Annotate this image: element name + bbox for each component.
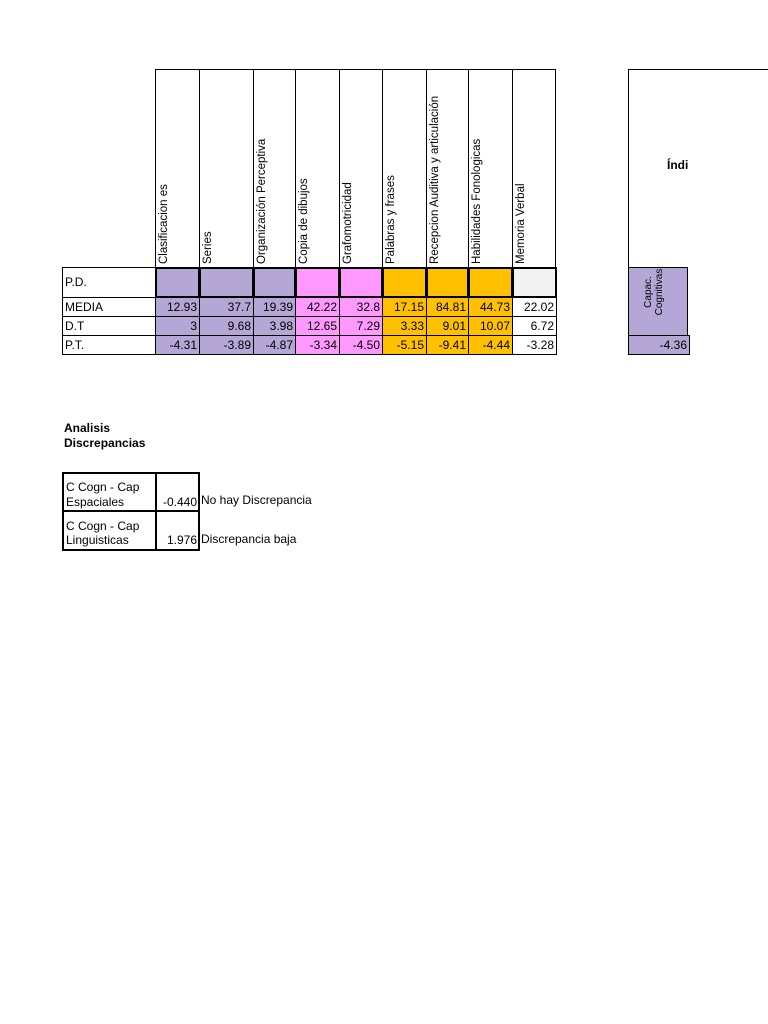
pd-cell[interactable] [155, 267, 200, 298]
column-header-label: Palabras y frases [385, 175, 397, 264]
media-cell: 44.73 [468, 297, 513, 317]
column-header-label: Series [202, 231, 214, 264]
column-header-7 [426, 69, 468, 267]
analysis-title-line2: Discrepancias [64, 436, 146, 450]
right-panel-header: Índi [667, 158, 689, 172]
discrepancy-label-2b: Linguisticas [66, 533, 129, 547]
pt-cell: -4.50 [339, 335, 383, 355]
media-cell: 84.81 [426, 297, 469, 317]
column-header-label: Clasificacion es [158, 184, 170, 264]
pd-cell[interactable] [295, 267, 340, 298]
column-header-label: Grafomotricidad [342, 182, 354, 264]
pt-cell: -3.89 [199, 335, 254, 355]
pt-cell: -4.87 [253, 335, 296, 355]
pd-cell[interactable] [382, 267, 427, 298]
discrepancy-value-2-cell [155, 510, 200, 551]
dt-cell: 3.98 [253, 316, 296, 336]
pt-cell: -3.28 [512, 335, 557, 355]
row-label-dt: D.T [62, 316, 157, 336]
dt-cell: 3 [155, 316, 200, 336]
pd-cell[interactable] [339, 267, 383, 298]
dt-cell: 9.68 [199, 316, 254, 336]
capac-cognitivas-cell [628, 267, 688, 337]
column-header-6 [382, 69, 426, 267]
discrepancy-label-1a: C Cogn - Cap [66, 480, 140, 494]
discrepancy-row-2 [62, 510, 157, 551]
media-cell: 19.39 [253, 297, 296, 317]
pt-cell: -5.15 [382, 335, 427, 355]
discrepancy-value-1: -0.440 [162, 495, 197, 509]
dt-cell: 7.29 [339, 316, 383, 336]
discrepancy-result-1: No hay Discrepancia [201, 493, 312, 507]
discrepancy-result-2: Discrepancia baja [201, 532, 297, 546]
row-label-media: MEDIA [62, 297, 157, 317]
column-header-label: Copia de dibujos [298, 178, 310, 264]
column-header-4 [295, 69, 339, 267]
dt-cell: 3.33 [382, 316, 427, 336]
discrepancy-label-2a: C Cogn - Cap [66, 519, 140, 533]
media-cell: 17.15 [382, 297, 427, 317]
discrepancy-label-1b: Espaciales [66, 495, 125, 509]
discrepancy-value-1-cell [155, 472, 200, 512]
pd-cell[interactable] [199, 267, 254, 298]
row-label-pd: P.D. [62, 267, 157, 298]
column-header-label: Habilidades Fonologicas [471, 138, 483, 264]
pd-cell[interactable] [468, 267, 513, 298]
media-cell: 37.7 [199, 297, 254, 317]
column-header-label: Organización Perceptiva [256, 138, 268, 264]
pt-cell: -4.44 [468, 335, 513, 355]
pd-cell[interactable] [253, 267, 296, 298]
analysis-title-line1: Analisis [64, 421, 111, 435]
column-header-9 [512, 69, 556, 267]
column-header-8 [468, 69, 512, 267]
dt-cell: 12.65 [295, 316, 340, 336]
discrepancy-value-2: 1.976 [166, 533, 197, 547]
column-header-3 [253, 69, 295, 267]
media-cell: 42.22 [295, 297, 340, 317]
right-panel [628, 69, 768, 267]
column-header-2 [199, 69, 253, 267]
media-cell: 12.93 [155, 297, 200, 317]
pd-cell[interactable] [426, 267, 469, 298]
media-cell: 22.02 [512, 297, 557, 317]
capac-cognitivas-label: Capac. Cognitivas [643, 268, 665, 316]
row-label-pt: P.T. [62, 335, 157, 355]
column-header-1 [155, 69, 199, 267]
discrepancy-row-1 [62, 472, 157, 512]
media-cell: 32.8 [339, 297, 383, 317]
pt-cell: -3.34 [295, 335, 340, 355]
column-header-5 [339, 69, 382, 267]
dt-cell: 9.01 [426, 316, 469, 336]
dt-cell: 10.07 [468, 316, 513, 336]
pt-cell: -9.41 [426, 335, 469, 355]
pt-cell: -4.31 [155, 335, 200, 355]
dt-cell: 6.72 [512, 316, 557, 336]
column-header-label: Recepcion Auditiva y articulación [429, 95, 441, 264]
pd-cell[interactable] [512, 267, 557, 298]
capac-cognitivas-pt: -4.36 [628, 335, 690, 355]
column-header-label: Memoria Verbal [515, 183, 527, 264]
